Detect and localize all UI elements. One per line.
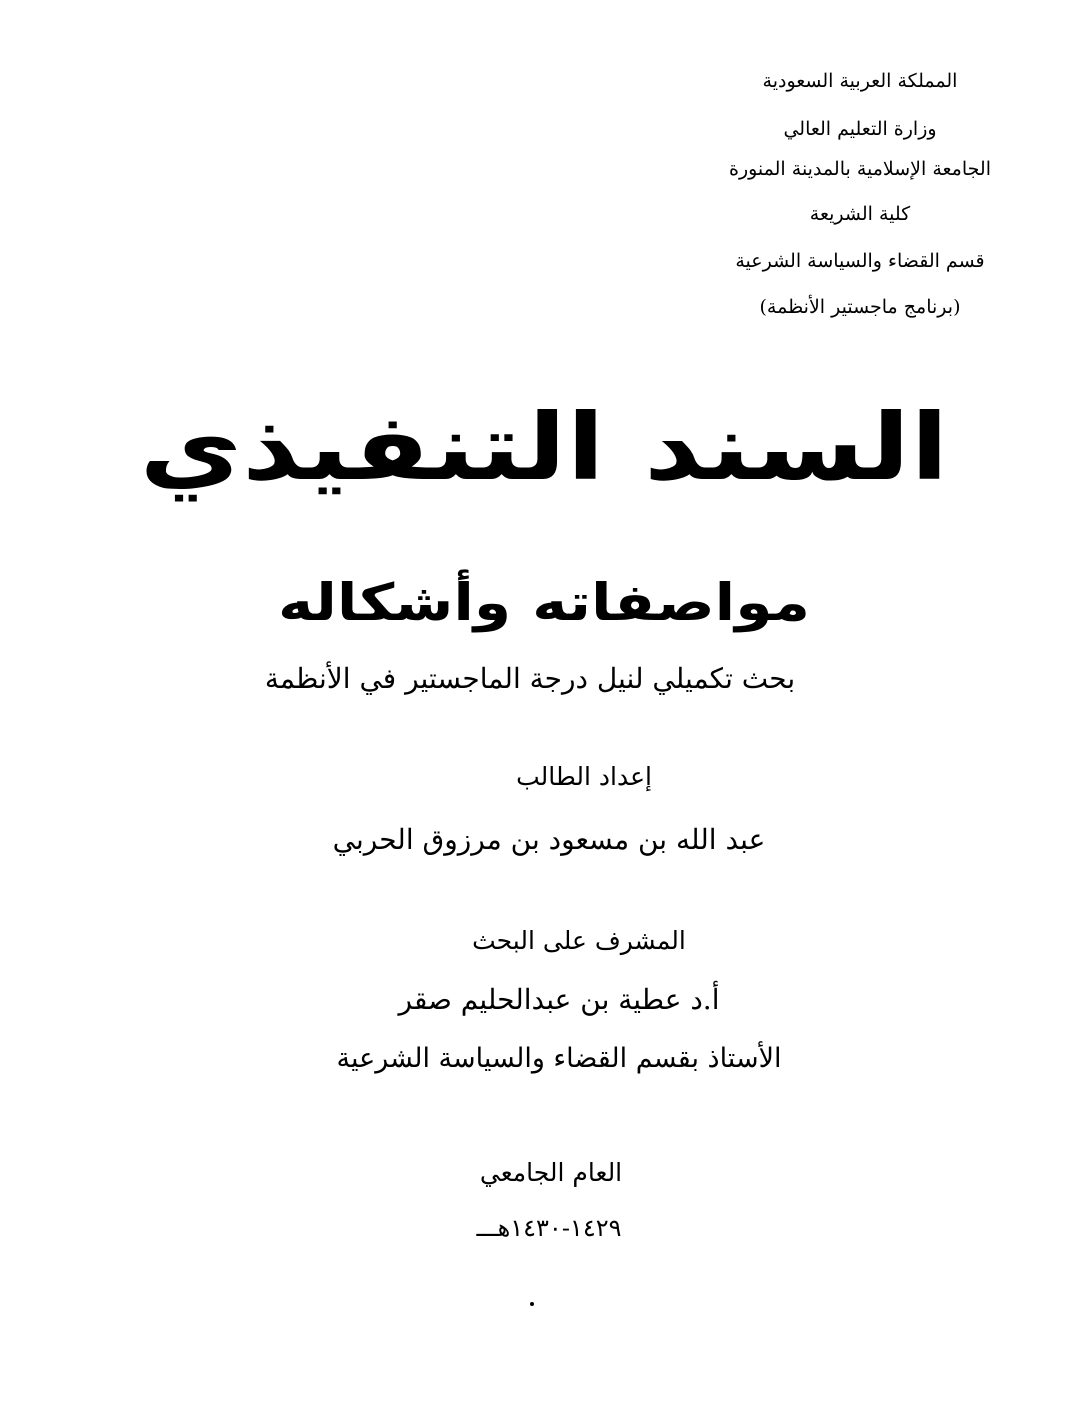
document-description: بحث تكميلي لنيل درجة الماجستير في الأنظمة <box>264 662 796 695</box>
header-department: قسم القضاء والسياسة الشرعية <box>735 250 985 272</box>
header-university: الجامعة الإسلامية بالمدينة المنورة <box>728 158 991 180</box>
supervisor-title: الأستاذ بقسم القضاء والسياسة الشرعية <box>336 1043 782 1074</box>
supervisor-label: المشرف على البحث <box>472 926 686 955</box>
student-label: إعداد الطالب <box>516 762 652 791</box>
academic-year-value: ١٤٢٩-١٤٣٠هـــ <box>476 1214 622 1242</box>
document-subtitle: مواصفاته وأشكاله <box>277 573 811 633</box>
student-name: عبد الله بن مسعود بن مرزوق الحربي <box>332 823 766 856</box>
academic-year-label: العام الجامعي <box>479 1158 623 1187</box>
supervisor-name: أ.د عطية بن عبدالحليم صقر <box>398 983 720 1016</box>
header-program: (برنامج ماجستير الأنظمة) <box>759 296 961 318</box>
header-country: المملكة العربية السعودية <box>762 70 958 92</box>
page-dot <box>530 1302 534 1306</box>
header-ministry: وزارة التعليم العالي <box>783 118 937 140</box>
header-college: كلية الشريعة <box>809 203 911 225</box>
document-title: السند التنفيذي <box>139 394 949 502</box>
